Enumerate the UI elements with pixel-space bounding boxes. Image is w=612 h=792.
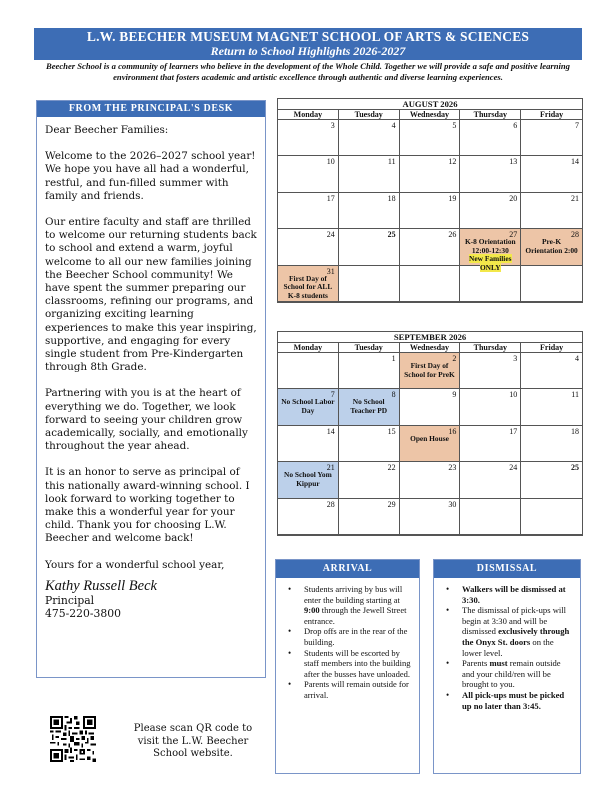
calendar-day <box>400 389 461 425</box>
calendar-day <box>278 120 339 156</box>
calendar-empty-cell <box>339 266 400 302</box>
weekday-header: Friday <box>521 343 582 353</box>
day-number: 16 <box>448 426 457 436</box>
calendar-event: Open House <box>410 433 449 443</box>
calendar-grid <box>278 110 582 302</box>
calendar-day <box>278 229 339 265</box>
calendar-day <box>521 229 582 265</box>
list-item: • Parents must remain outside and your child/ren will be brought to you. <box>440 658 574 690</box>
calendar-day <box>460 156 521 192</box>
event-highlight: New Families ONLY <box>469 254 512 272</box>
letter-paragraph-4: It is an honor to serve as principal of this nationally award-winning school. I look forward to working together to make this a wonderful year for your child. Thank you for choosing L.W. Beecher and welcome back! <box>45 466 250 545</box>
principal-letter-panel <box>36 100 266 678</box>
calendar-day <box>339 499 400 535</box>
day-number: 29 <box>387 499 396 509</box>
day-number: 31 <box>326 266 335 276</box>
day-number: 11 <box>387 157 396 167</box>
day-number: 10 <box>326 157 335 167</box>
calendar-day <box>521 426 582 462</box>
day-number: 3 <box>513 354 518 363</box>
calendar-event: No School Yom Kippur <box>284 470 332 488</box>
calendar-day <box>339 426 400 462</box>
calendar-event: First Day of School for PreK <box>404 361 455 379</box>
day-number: 1 <box>391 354 396 363</box>
calendar-day <box>278 266 339 302</box>
calendar-day <box>400 499 461 535</box>
day-number: 28 <box>570 230 579 240</box>
calendar-day <box>460 389 521 425</box>
calendar-grid <box>278 343 582 535</box>
calendar-empty-cell <box>278 353 339 389</box>
list-item: • The dismissal of pick-ups will begin at 3:30 and will be dismissed exclusively through the Onyx St. doors on the lower level. <box>440 605 574 658</box>
weekday-header: Thursday <box>460 110 521 120</box>
calendar-day <box>278 156 339 192</box>
day-number: 21 <box>570 193 579 203</box>
calendar-event: First Day of School for ALL K-8 students <box>283 273 333 300</box>
day-number: 14 <box>570 157 579 167</box>
calendar-day <box>339 462 400 498</box>
calendar-day <box>339 156 400 192</box>
qr-instructions: Please scan QR code to visit the L.W. Beecher School website. <box>133 723 253 759</box>
arrival-header: ARRIVAL <box>276 560 419 578</box>
day-number: 7 <box>330 390 335 400</box>
calendar-day <box>278 462 339 498</box>
day-number: 12 <box>448 157 457 167</box>
arrival-list <box>276 578 419 701</box>
principal-signature: Kathy Russell Beck <box>45 577 157 594</box>
day-number: 23 <box>448 463 457 473</box>
letter-greeting: Dear Beecher Families: <box>45 124 169 136</box>
day-number: 3 <box>330 121 335 130</box>
calendar-day <box>521 462 582 498</box>
day-number: 25 <box>570 463 579 473</box>
day-number: 18 <box>387 193 396 203</box>
mission-statement: Beecher School is a community of learners who believe in the development of the Whole Child. Together we will provide a safe and positive learning environment that fosters academic and artistic excellence through authentic and diverse learning experiences. <box>46 61 570 82</box>
day-number: 13 <box>509 157 518 167</box>
day-number: 5 <box>452 121 457 130</box>
list-item: • Drop offs are in the rear of the building. <box>282 626 413 647</box>
calendar-empty-cell <box>460 499 521 535</box>
day-number: 21 <box>326 463 335 473</box>
letter-closing: Yours for a wonderful school year, <box>45 558 225 571</box>
day-number: 28 <box>326 499 335 509</box>
weekday-header: Friday <box>521 110 582 120</box>
calendar-title: SEPTEMBER 2026 <box>278 332 582 343</box>
calendar-day <box>460 426 521 462</box>
day-number: 7 <box>574 121 579 130</box>
header-banner <box>34 28 582 60</box>
calendar-day <box>521 193 582 229</box>
list-item: • Students arriving by bus will enter the building starting at 9:00 through the Jewell Street entrance. <box>282 584 413 626</box>
day-number: 4 <box>391 121 396 130</box>
school-title: L.W. BEECHER MUSEUM MAGNET SCHOOL OF ARTS & SCIENCES <box>86 29 530 44</box>
calendar-empty-cell <box>460 266 521 302</box>
calendar-day <box>278 193 339 229</box>
calendar-day <box>400 156 461 192</box>
day-number: 30 <box>448 499 457 509</box>
list-item: • Students will be escorted by staff members into the building after the busses have unloaded. <box>282 648 413 680</box>
calendar-day <box>460 229 521 272</box>
weekday-header: Monday <box>278 110 339 120</box>
calendar-day <box>339 120 400 156</box>
calendar-day <box>460 193 521 229</box>
day-number: 20 <box>509 193 518 203</box>
day-number: 24 <box>326 230 335 240</box>
august-calendar <box>277 98 583 303</box>
list-item: • Walkers will be dismissed at 3:30. <box>440 584 574 605</box>
document-subtitle: Return to School Highlights 2026-2027 <box>210 44 406 58</box>
day-number: 4 <box>574 354 579 363</box>
september-calendar <box>277 331 583 536</box>
qr-code-icon[interactable] <box>50 716 96 762</box>
calendar-event: No School Labor Day <box>281 397 335 415</box>
list-item: • Parents will remain outside for arrival. <box>282 679 413 700</box>
calendar-day <box>400 353 461 389</box>
calendar-day <box>521 353 582 389</box>
calendar-day <box>339 229 400 265</box>
letter-paragraph-1: Welcome to the 2026–2027 school year! We hope you have all had a wonderful, restful, and fun-filled summer with family and friends. <box>45 150 256 202</box>
principal-phone: 475-220-3800 <box>45 606 121 620</box>
calendar-day <box>400 193 461 229</box>
day-number: 10 <box>509 390 518 400</box>
day-number: 25 <box>387 230 396 240</box>
calendar-day <box>278 389 339 425</box>
calendar-empty-cell <box>521 499 582 535</box>
day-number: 11 <box>571 390 579 400</box>
calendar-event: No School Teacher PD <box>350 397 388 415</box>
calendar-day <box>339 193 400 229</box>
day-number: 17 <box>509 426 518 436</box>
calendar-empty-cell <box>521 266 582 302</box>
calendar-day <box>400 120 461 156</box>
calendar-day <box>460 353 521 389</box>
day-number: 8 <box>391 390 396 400</box>
day-number: 14 <box>326 426 335 436</box>
calendar-event: K-8 Orientation 12:00-12:30 New Families ONLY <box>464 237 516 272</box>
principal-header: FROM THE PRINCIPAL'S DESK <box>37 101 265 117</box>
weekday-header: Thursday <box>460 343 521 353</box>
calendar-day <box>400 426 461 462</box>
weekday-header: Tuesday <box>339 343 400 353</box>
day-number: 15 <box>387 426 396 436</box>
calendar-title: AUGUST 2026 <box>278 99 582 110</box>
weekday-header: Wednesday <box>400 343 461 353</box>
dismissal-list <box>434 578 580 711</box>
day-number: 24 <box>509 463 518 473</box>
calendar-day <box>460 120 521 156</box>
calendar-event: Pre-K Orientation 2:00 <box>525 237 578 255</box>
calendar-day <box>400 229 461 265</box>
principal-role: Principal <box>45 593 95 607</box>
day-number: 17 <box>326 193 335 203</box>
day-number: 22 <box>387 463 396 473</box>
dismissal-box <box>433 559 581 774</box>
letter-paragraph-3: Partnering with you is at the heart of everything we do. Together, we look forward to seeing your children grow academically, socially, and emotionally throughout the year ahead. <box>45 387 248 453</box>
calendar-day <box>339 353 400 389</box>
weekday-header: Monday <box>278 343 339 353</box>
calendar-day <box>278 426 339 462</box>
day-number: 9 <box>452 390 457 400</box>
dismissal-header: DISMISSAL <box>434 560 580 578</box>
weekday-header: Tuesday <box>339 110 400 120</box>
day-number: 26 <box>448 230 457 240</box>
calendar-day <box>521 120 582 156</box>
day-number: 19 <box>448 193 457 203</box>
day-number: 27 <box>509 230 518 240</box>
day-number: 2 <box>452 354 457 363</box>
principal-letter-body <box>37 117 265 620</box>
calendar-day <box>339 389 400 425</box>
day-number: 6 <box>513 121 518 130</box>
calendar-day <box>278 499 339 535</box>
weekday-header: Wednesday <box>400 110 461 120</box>
arrival-box <box>275 559 420 774</box>
calendar-day <box>400 462 461 498</box>
letter-paragraph-2: Our entire faculty and staff are thrilled to welcome our returning students back to school and extend a warm, joyful welcome to all our new families joining the Beecher School community! We have spent the summer preparing our classrooms, refining our programs, and organizing exciting learning experiences to make this year inspiring, supportive, and engaging for every single student from Pre-Kindergarten through 8th Grade. <box>45 216 257 374</box>
calendar-empty-cell <box>400 266 461 302</box>
day-number: 18 <box>570 426 579 436</box>
list-item: • All pick-ups must be picked up no later than 3:45. <box>440 690 574 711</box>
calendar-day <box>521 156 582 192</box>
calendar-day <box>521 389 582 425</box>
calendar-day <box>460 462 521 498</box>
